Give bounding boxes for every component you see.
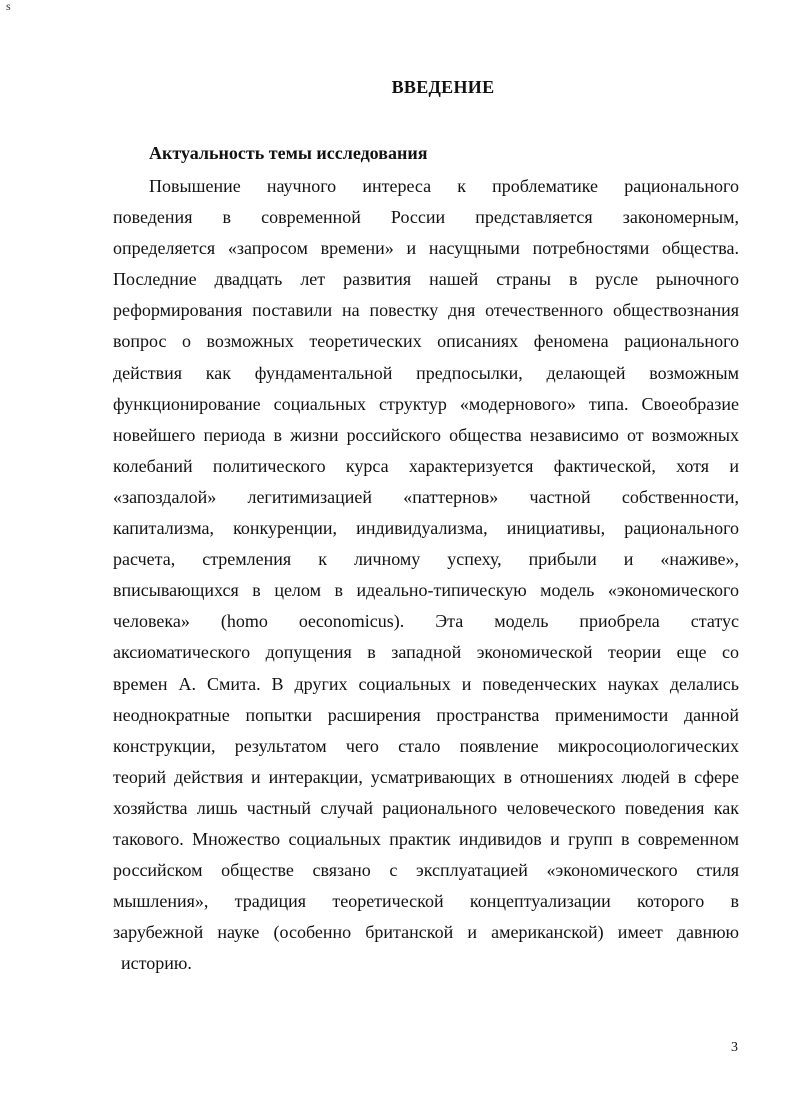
body-paragraph bbox=[113, 171, 739, 979]
section-subtitle: Актуальность темы исследования bbox=[149, 143, 428, 163]
text-line: колебаний политического курса характеризуется фактической, хотя и bbox=[113, 455, 739, 476]
text-line: аксиоматического допущения в западной экономической теории еще со bbox=[113, 642, 739, 663]
text-line: поведения в современной России представляется закономерным, bbox=[113, 207, 739, 228]
page-title: ВВЕДЕНИЕ bbox=[391, 77, 495, 97]
text-line: «запоздалой» легитимизацией «паттернов» частной собственности, bbox=[113, 486, 739, 507]
text-line: историю. bbox=[121, 953, 192, 974]
scan-mark: s bbox=[6, 0, 11, 13]
text-line: хозяйства лишь частный случай рационального человеческого поведения как bbox=[113, 797, 739, 818]
text-line: мышления», традиция теоретической концептуализации которого в bbox=[113, 891, 739, 912]
text-line: Последние двадцать лет развития нашей страны в русле рыночного bbox=[113, 269, 739, 290]
text-line: вписывающихся в целом в идеально-типическую модель «экономического bbox=[113, 580, 739, 601]
text-line: расчета, стремления к личному успеху, прибыли и «наживе», bbox=[113, 549, 739, 570]
text-line: определяется «запросом времени» и насущными потребностями общества. bbox=[113, 238, 739, 259]
page-number: 3 bbox=[731, 1040, 738, 1055]
text-line: человека» (homo oeconomicus). Эта модель приобрела статус bbox=[113, 611, 739, 632]
text-line: функционирование социальных структур «модернового» типа. Своеобразие bbox=[113, 393, 739, 414]
text-line: зарубежной науке (особенно британской и американской) имеет давнюю bbox=[113, 922, 739, 943]
text-line: действия как фундаментальной предпосылки, делающей возможным bbox=[113, 362, 739, 383]
text-line: вопрос о возможных теоретических описаниях феномена рационального bbox=[113, 331, 739, 352]
text-line: конструкции, результатом чего стало появление микросоциологических bbox=[113, 735, 739, 756]
text-line: неоднократные попытки расширения пространства применимости данной bbox=[113, 704, 739, 725]
text-line: реформирования поставили на повестку дня отечественного обществознания bbox=[113, 300, 739, 321]
text-line: новейшего периода в жизни российского общества независимо от возможных bbox=[113, 424, 739, 445]
text-line: российском обществе связано с эксплуатацией «экономического стиля bbox=[113, 860, 739, 881]
text-line: такового. Множество социальных практик индивидов и групп в современном bbox=[113, 828, 739, 849]
text-line: времен А. Смита. В других социальных и поведенческих науках делались bbox=[113, 673, 739, 694]
text-line: Повышение научного интереса к проблематике рационального bbox=[149, 176, 739, 196]
text-line: теорий действия и интеракции, усматривающих в отношениях людей в сфере bbox=[113, 766, 739, 787]
text-line: капитализма, конкуренции, индивидуализма, инициативы, рационального bbox=[113, 518, 739, 539]
